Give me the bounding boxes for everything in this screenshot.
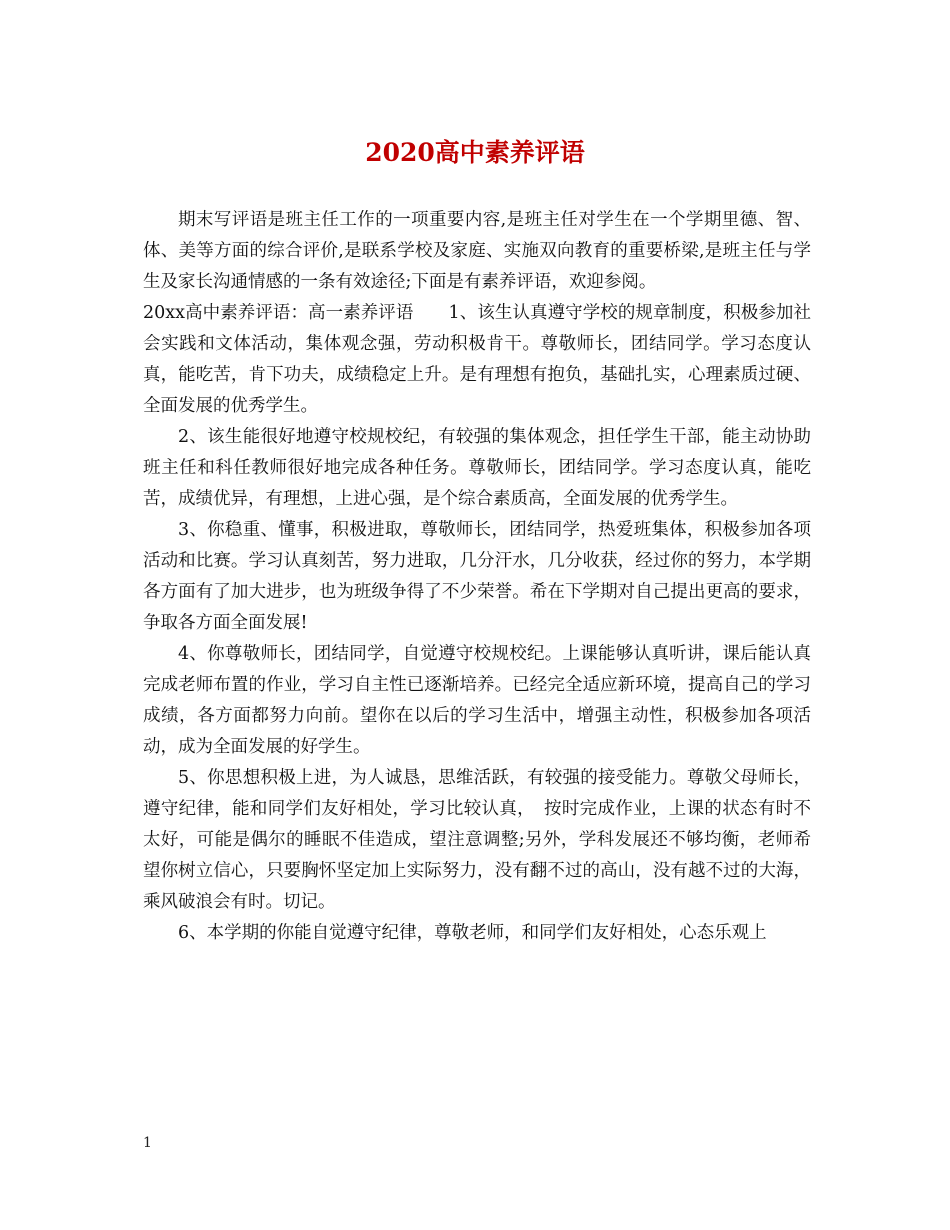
paragraph-item-2: 2、该生能很好地遵守校规校纪，有较强的集体观念，担任学生干部，能主动协助班主任和科任教师很好地完成各种任务。尊敬师长，团结同学。学习态度认真，能吃苦，成绩优异，有理想，上进心强，是个综合素质高，全面发展的优秀学生。 bbox=[143, 427, 811, 509]
paragraph-item-4: 4、你尊敬师长，团结同学，自觉遵守校规校纪。上课能够认真听讲，课后能认真完成老师布置的作业，学习自主性已逐渐培养。已经完全适应新环境，提高自己的学习成绩，各方面都努力向前。望你在以后的学习生活中，增强主动性，积极参加各项活动，成为全面发展的好学生。 bbox=[143, 644, 811, 757]
paragraph-item-3: 3、你稳重、懂事，积极进取，尊敬师长，团结同学，热爱班集体，积极参加各项活动和比赛。学习认真刻苦，努力进取，几分汗水，几分收获，经过你的努力，本学期各方面有了加大进步，也为班级争得了不少荣誉。希在下学期对自己提出更高的要求，争取各方面全面发展! bbox=[143, 520, 811, 633]
paragraph-item-5: 5、你思想积极上进，为人诚恳，思维活跃，有较强的接受能力。尊敬父母师长，遵守纪律，能和同学们友好相处，学习比较认真， 按时完成作业，上课的状态有时不太好，可能是偶尔的睡眠不佳造成，望注意调整;另外，学科发展还不够均衡，老师希望你树立信心，只要胸怀坚定加上实际努力，没有翻不过的高山，没有越不过的大海，乘风破浪会有时。切记。 bbox=[143, 768, 811, 912]
page-number: 1 bbox=[143, 1135, 152, 1151]
document-body bbox=[143, 205, 811, 949]
paragraph-item-1: 20xx高中素养评语：高一素养评语 1、该生认真遵守学校的规章制度，积极参加社会实践和文体活动，集体观念强，劳动积极肯干。尊敬师长，团结同学。学习态度认真，能吃苦，肯下功夫，成绩稳定上升。是有理想有抱负，基础扎实，心理素质过硬、全面发展的优秀学生。 bbox=[143, 303, 811, 416]
paragraph-intro: 期末写评语是班主任工作的一项重要内容,是班主任对学生在一个学期里德、智、体、美等方面的综合评价,是联系学校及家庭、实施双向教育的重要桥梁,是班主任与学生及家长沟通情感的一条有效途径;下面是有素养评语，欢迎参阅。 bbox=[143, 210, 811, 292]
paragraph-item-6: 6、本学期的你能自觉遵守纪律，尊敬老师，和同学们友好相处，心态乐观上 bbox=[178, 923, 767, 943]
document-title: 2020高中素养评语 bbox=[365, 138, 585, 167]
